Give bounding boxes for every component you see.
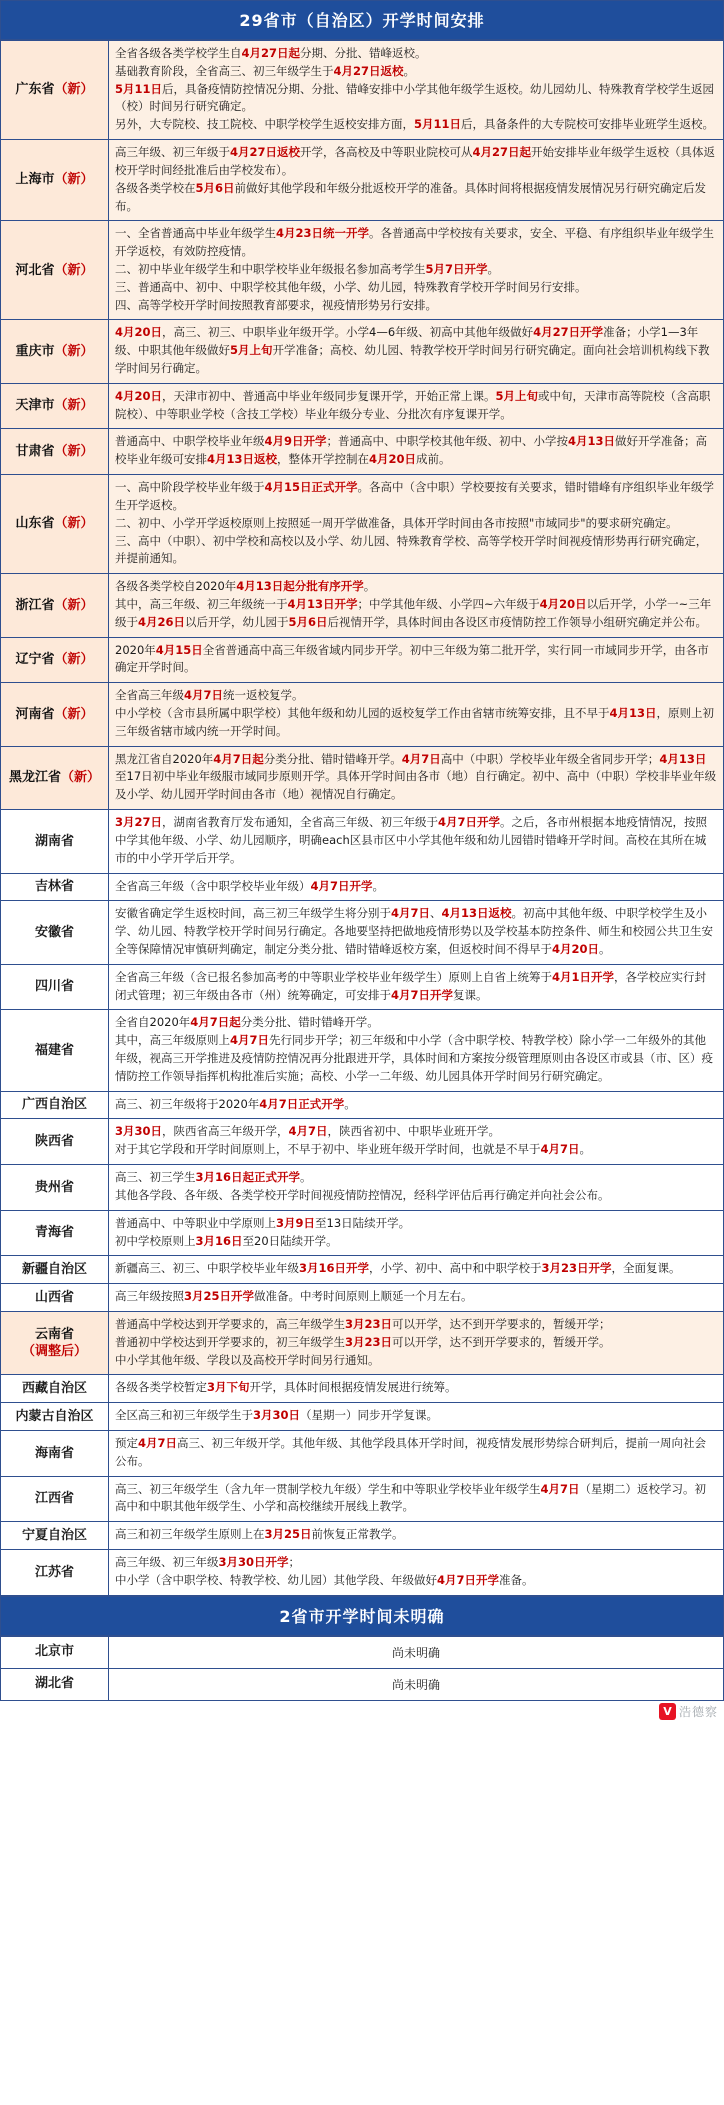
detail-paragraph: 安徽省确定学生返校时间，高三初三年级学生将分别于4月7日、4月13日返校。初高中其他年级、中职学校学生及小学、幼儿园、特教学校开学时间另行确定。各地要坚持把做地疫情形势以及学校基本防控条件、师生和校园公共卫生安全等保障情况审慎研判确定，制定分类分批、错时错峰返校方案，但返校时间不得早于4月20日。 [115,906,713,956]
table-row [1,140,724,221]
province-label: 吉林省 [34,879,74,895]
province-detail-cell [109,1091,724,1119]
province-detail-cell [109,383,724,429]
province-label: 西藏自治区 [21,1381,87,1396]
table-row [1,1550,724,1596]
province-detail-cell [109,475,724,574]
province-rows-table [0,40,724,1596]
province-name-cell: 上海市（新） [1,140,109,221]
table-row [1,683,724,746]
detail-paragraph: 高三年级按照3月25日开学做准备。中考时间原则上顺延一个月左右。 [115,1289,473,1304]
detail-paragraph: 4月20日，天津市初中、普通高中毕业年级同步复课开学，开始正常上课。5月上旬或中旬，天津市高等院校（含高职院校）、中等职业学校（含技工学校）毕业年级分专业、分批次有序复课开学。 [115,388,711,421]
detail-paragraph: 全省高三年级（含已报名参加高考的中等职业学校毕业年级学生）原则上自省上统筹于4月1日开学，各学校应实行封闭式管理；初三年级由各市（州）统筹确定，可安排于4月7日开学复课。 [115,969,707,1002]
province-detail-cell [109,1165,724,1211]
undecided-title-row [1,1596,724,1635]
province-name-cell [1,964,109,1010]
undecided-title: 2省市开学时间未明确 [1,1596,724,1635]
detail-paragraph: 普通高中、中等职业中学原则上3月9日至13日陆续开学。 [115,1215,411,1230]
detail-paragraph: 各级各类学校自2020年4月13日起分批有序开学。 [115,579,376,594]
detail-paragraph: 普通高中学校达到开学要求的，高三年级学生3月23日可以开学，达不到开学要求的，暂缓开学； [115,1316,611,1331]
undecided-body [1,1596,724,1635]
province-label: 新疆自治区 [21,1261,87,1277]
detail-paragraph: 中小学其他年级、学段以及高校开学时间另行通知。 [115,1352,380,1367]
table-row [1,901,724,964]
table-row [1,1256,724,1284]
table-row [1,810,724,873]
province-label: 山东省 [15,516,55,532]
detail-paragraph: 高三和初三年级学生原则上在3月25日前恢复正常教学。 [115,1527,404,1542]
province-name-cell [1,1550,109,1596]
province-detail-cell [109,901,724,964]
detail-paragraph: 各级各类学校暂定3月下旬开学，具体时间根据疫情发展进行统筹。 [115,1380,457,1395]
detail-paragraph: 全省各级各类学校学生自4月27日起分期、分批、错峰返校。 [115,46,427,60]
table-row [1,873,724,901]
province-name-cell: 天津市（新） [1,383,109,429]
table-row [1,574,724,637]
detail-paragraph: 3月30日，陕西省高三年级开学，4月7日，陕西省初中、中职毕业班开学。 [115,1124,501,1139]
table-row [1,1210,724,1256]
province-label: 广西自治区 [21,1097,87,1113]
province-label: 上海市 [15,172,55,188]
province-detail-cell [109,1010,724,1091]
province-label: 天津市 [15,398,55,414]
detail-paragraph: 二、初中、小学开学返校原则上按照延一周开学做准备，具体开学时间由各市按照"市域同步"的要求研究确定。 [115,515,678,530]
province-name-cell: 辽宁省（新） [1,637,109,683]
province-name-cell [1,1256,109,1284]
detail-paragraph: 四、高等学校开学时间按照教育部要求，视疫情形势另行安排。 [115,297,437,312]
detail-paragraph: 对于其它学段和开学时间原则上，不早于初中、毕业班年级开学时间，也就是不早于4月7日。 [115,1142,592,1157]
detail-paragraph: 全省高三年级（含中职学校毕业年级）4月7日开学。 [115,878,385,893]
undecided-row [1,1668,724,1700]
detail-paragraph: 中小学校（含市县所属中职学校）其他年级和幼儿园的返校复学工作由省辖市统筹安排，且不早于4月13日，原则上初三年级省辖市域内统一开学时间。 [115,706,715,738]
province-label: 湖南省 [34,833,74,849]
table-body [1,1,724,40]
table-row [1,1311,724,1374]
province-detail-cell [109,574,724,637]
province-name-cell [1,810,109,873]
province-name-cell [1,1010,109,1091]
province-label: 安徽省 [34,924,74,940]
province-label: 浙江省 [15,597,55,613]
province-name-cell [1,1091,109,1119]
table-row [1,41,724,140]
watermark [659,1703,718,1720]
province-label: 青海省 [34,1225,74,1241]
province-detail-cell [109,746,724,809]
province-detail-cell [109,810,724,873]
province-detail-cell [109,1431,724,1477]
watermark-badge-icon: V [659,1703,676,1720]
table-row [1,1431,724,1477]
province-label: 河南省 [15,706,55,722]
table-row [1,964,724,1010]
table-row [1,1522,724,1550]
table-row [1,746,724,809]
detail-paragraph: 其中，高三年级、初三年级统一于4月13日开学；中学其他年级、小学四~六年级于4月20日以后开学，小学一~三年级于4月26日以后开学，幼儿园于5月6日后视情开学，具体时间由各设区市疫情防控工作领导小组研究确定并公布。 [115,596,712,629]
detail-paragraph: 高三、初三学生3月16日起正式开学。 [115,1170,312,1185]
detail-paragraph: 4月20日，高三、初三、中职毕业年级开学。小学4—6年级、初高中其他年级做好4月27日开学准备；小学1—3年级、中职其他年级做好5月上旬开学准备；高校、幼儿园、特教学校开学时间另行研究确定。面向社会培训机构线下教学时间另行确定。 [115,325,710,375]
detail-paragraph: 一、高中阶段学校毕业年级于4月15日正式开学。各高中（含中职）学校要按有关要求，错时错峰有序组织毕业年级学生开学返校。 [115,480,715,512]
detail-paragraph: 一、全省普通高中毕业年级学生4月23日统一开学。各普通高中学校按有关要求，安全、平稳、有序组织毕业年级学生开学返校，有效防控疫情。 [115,226,715,259]
detail-paragraph: 全省高三年级4月7日统一返校复学。 [115,688,304,703]
detail-paragraph: 高三年级、初三年级于4月27日返校开学，各高校及中等职业院校可从4月27日起开始安排毕业年级学生返校（具体返校开学时间经批准后由学校发布）。 [115,145,716,177]
province-name-cell [1,1375,109,1403]
province-detail-cell [109,873,724,901]
province-detail-cell [109,1119,724,1165]
province-name-cell: 河北省（新） [1,221,109,320]
province-detail-cell [109,41,724,140]
province-name-cell: 云南省（调整后） [1,1311,109,1374]
province-name-cell [1,1284,109,1312]
table-row [1,1403,724,1431]
province-label: 宁夏自治区 [21,1527,87,1543]
province-detail-cell [109,221,724,320]
undecided-status: 尚未明确 [109,1636,724,1668]
detail-paragraph: 三、普通高中、初中、中职学校其他年级，小学、幼儿园，特殊教育学校开学时间另行安排。 [115,279,587,294]
province-label: 甘肃省 [15,443,55,459]
table-row [1,1165,724,1211]
province-label: 河北省 [15,262,55,278]
province-name-cell [1,1210,109,1256]
table-row [1,429,724,475]
province-detail-cell [109,1256,724,1284]
province-detail-cell [109,320,724,383]
detail-paragraph: 中小学（含中职学校、特教学校、幼儿园）其他学段、年级做好4月7日开学准备。 [115,1572,534,1587]
province-label: 内蒙古自治区 [15,1408,94,1424]
detail-paragraph: 普通初中学校达到开学要求的，初三年级学生3月23日可以开学，达不到开学要求的，暂缓开学。 [115,1334,611,1349]
province-detail-cell [109,964,724,1010]
detail-paragraph: 高三、初三年级将于2020年4月7日正式开学。 [115,1096,356,1111]
province-rows-body [1,41,724,1596]
province-name-cell [1,1165,109,1211]
province-name-cell: 甘肃省（新） [1,429,109,475]
province-label: 辽宁省 [15,652,55,668]
table-row [1,1010,724,1091]
province-detail-cell [109,429,724,475]
province-label: 江苏省 [34,1564,74,1580]
detail-paragraph: 全省自2020年4月7日起分类分批、错时错峰开学。 [115,1015,379,1030]
detail-paragraph: 预定4月7日高三、初三年级开学。其他年级、其他学段具体开学时间，视疫情发展形势综合研判后，提前一周向社会公布。 [115,1436,707,1468]
province-name-cell: 黑龙江省（新） [1,746,109,809]
undecided-status: 尚未明确 [109,1668,724,1700]
province-name-cell: 北京市 [1,1636,109,1668]
province-detail-cell [109,1403,724,1431]
province-name-cell: 广东省（新） [1,41,109,140]
province-name-cell [1,1431,109,1477]
detail-paragraph: 其他各学段、各年级、各类学校开学时间视疫情防控情况，经科学评估后再行确定并向社会公布。 [115,1187,610,1202]
table-row [1,320,724,383]
detail-paragraph: 2020年4月15日全省普通高中高三年级省域内同步开学。初中三年级为第二批开学，实行同一市域同步开学，由各市确定开学时间。 [115,642,709,675]
table-row [1,1091,724,1119]
detail-paragraph: 初中学校原则上3月16日至20日陆续开学。 [115,1233,338,1248]
detail-paragraph: 各级各类学校在5月6日前做好其他学段和年级分批返校开学的准备。具体时间将根据疫情发展情况另行研究确定后发布。 [115,180,707,213]
province-label: 福建省 [34,1042,74,1058]
province-label: 江西省 [34,1491,74,1507]
province-name-cell [1,1476,109,1522]
detail-paragraph: 黑龙江省自2020年4月7日起分类分批、错时错峰开学。4月7日高中（中职）学校毕业年级全省同步开学；4月13日至17日初中毕业年级服市域同步原则开学。具体开学时间由各市（地）自行确定。初中、高中（中职）学校非毕业年级及小学、幼儿园开学时间由各市（地）视情况自行确定。 [115,751,717,802]
province-name-cell: 重庆市（新） [1,320,109,383]
detail-paragraph: 其中，高三年级原则上4月7日先行同步开学；初三年级和中小学（含中职学校、特教学校）除小学一二年级外的其他年级，视高三开学推进及疫情防控情况再分批跟进开学，具体时间和方案按分级管理原则由各设区市或县（市、区）疫情防控工作领导指挥机构批准后实施；高校、小学一二年级、幼儿园具体开学时间另行研究确定。 [115,1033,713,1083]
detail-paragraph: 另外，大专院校、技工院校、中职学校学生返校安排方面，5月11日后，具备条件的大专院校可安排毕业班学生返校。 [115,117,715,132]
table-row [1,1284,724,1312]
detail-paragraph: 基础教育阶段，全省高三、初三年级学生于4月27日返校。 [115,63,416,78]
province-name-cell [1,1403,109,1431]
table-row [1,221,724,320]
table-row [1,1119,724,1165]
province-label: 重庆市 [15,343,55,359]
province-name-cell [1,1119,109,1165]
detail-paragraph: 高三年级、初三年级3月30日开学； [115,1555,301,1570]
province-detail-cell [109,1522,724,1550]
province-name-cell: 河南省（新） [1,683,109,746]
province-label: 陕西省 [34,1133,74,1149]
detail-paragraph: 高三、初三年级学生（含九年一贯制学校九年级）学生和中等职业学校毕业年级学生4月7日（星期二）返校学习。初高中和中职其他年级学生、小学和高校继续开展线上教学。 [115,1481,707,1514]
school-opening-schedule-table [0,0,724,40]
province-label: 贵州省 [34,1179,74,1195]
undecided-table [0,1596,724,1636]
undecided-rows-body [1,1636,724,1700]
province-name-cell [1,1522,109,1550]
province-label: 广东省 [15,82,55,98]
table-row [1,383,724,429]
table-row [1,637,724,683]
detail-paragraph: 二、初中毕业年级学生和中职学校毕业年级报名参加高考学生5月7日开学。 [115,261,500,276]
province-label: 山西省 [34,1289,74,1305]
province-name-cell [1,873,109,901]
province-label: 黑龙江省 [8,770,61,786]
page-title: 29省市（自治区）开学时间安排 [1,1,724,40]
province-name-cell: 浙江省（新） [1,574,109,637]
province-detail-cell [109,1550,724,1596]
province-label: 云南省 [34,1326,74,1342]
watermark-text: 浩德察 [678,1704,718,1719]
table-row [1,475,724,574]
footer [0,1701,724,1727]
province-detail-cell [109,683,724,746]
province-detail-cell [109,1375,724,1403]
detail-paragraph: 3月27日，湖南省教育厅发布通知，全省高三年级、初三年级于4月7日开学。之后，各市州根据本地疫情情况，按照中学其他年级、小学、幼儿园顺序，明确each区县市区中小学其他年级和幼儿园错时错峰开学时间。高校在其所在城市的中小学开学后开学。 [115,815,708,865]
table-row [1,1375,724,1403]
province-label: 海南省 [34,1445,74,1461]
detail-paragraph: 三、高中（中职）、初中学校和高校以及小学、幼儿园、特殊教育学校、高等学校开学时间视疫情形势再行研究确定，并提前通知。 [115,533,708,566]
province-detail-cell [109,1311,724,1374]
province-detail-cell [109,1476,724,1522]
province-detail-cell [109,140,724,221]
province-name-cell: 山东省（新） [1,475,109,574]
detail-paragraph: 全区高三和初三年级学生于3月30日（星期一）同步开学复课。 [115,1408,439,1423]
province-name-cell: 湖北省 [1,1668,109,1700]
table-title-row [1,1,724,40]
province-detail-cell [109,1210,724,1256]
detail-paragraph: 新疆高三、初三、中职学校毕业年级3月16日开学，小学、初中、高中和中职学校于3月23日开学，全面复课。 [115,1261,681,1276]
province-label: 四川省 [34,979,74,995]
detail-paragraph: 5月11日后，具备疫情防控情况分期、分批、错峰安排中小学其他年级学生返校。幼儿园幼儿、特殊教育学校学生返园（校）时间另行研究确定。 [115,81,715,114]
province-detail-cell [109,1284,724,1312]
province-detail-cell [109,637,724,683]
table-row [1,1476,724,1522]
detail-paragraph: 普通高中、中职学校毕业年级4月9日开学；普通高中、中职学校其他年级、初中、小学按4月13日做好开学准备；高校毕业年级可安排4月13日返校，整体开学控制在4月20日成前。 [115,434,708,467]
province-name-cell [1,901,109,964]
undecided-row [1,1636,724,1668]
undecided-rows-table [0,1636,724,1701]
